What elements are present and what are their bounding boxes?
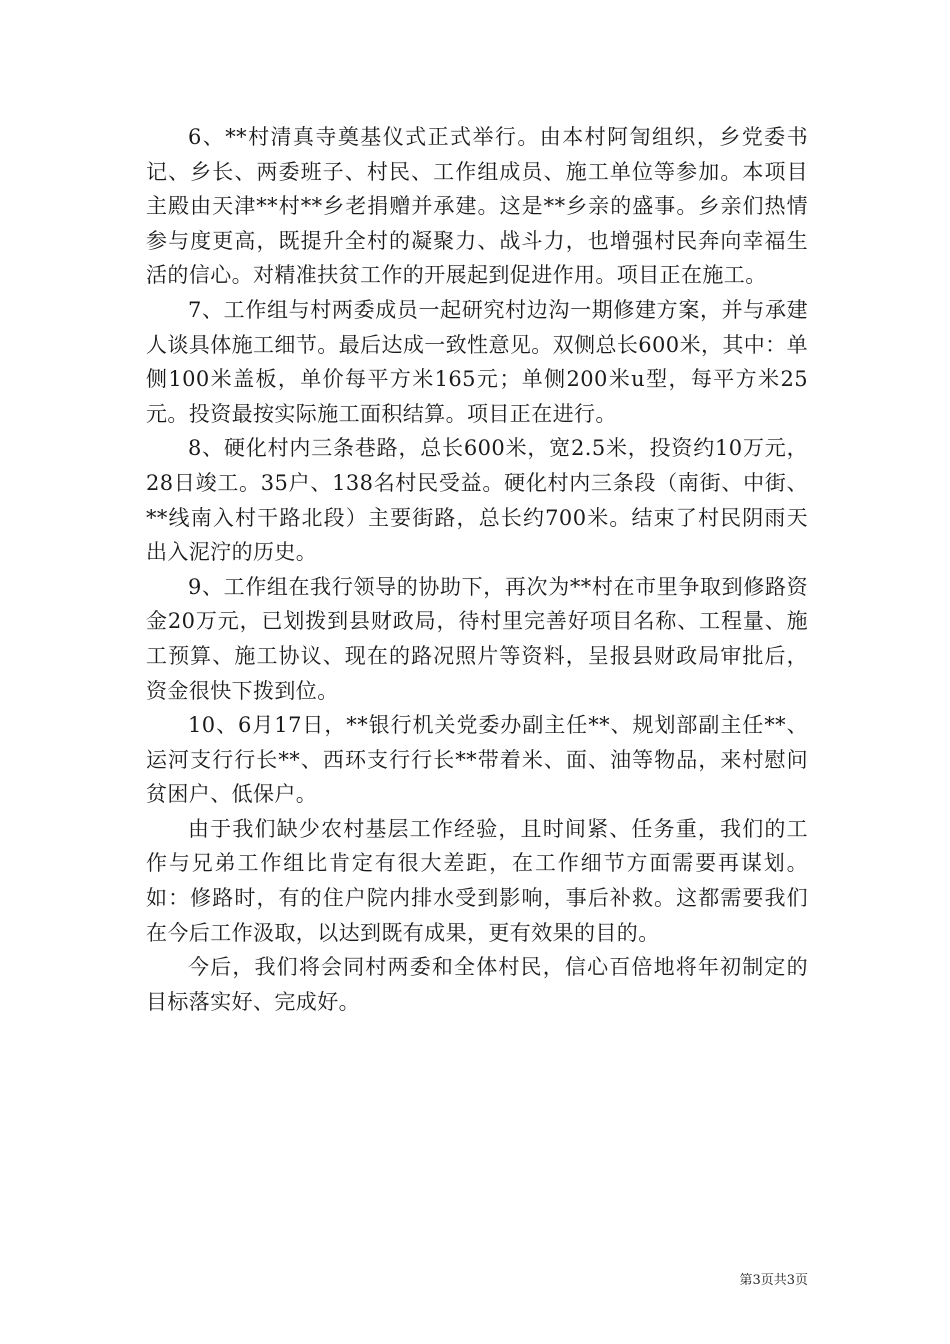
page-number-footer: 第3页共3页 (739, 1273, 808, 1288)
paragraph-conclusion: 今后，我们将会同村两委和全体村民，信心百倍地将年初制定的目标落实好、完成好。 (146, 955, 808, 1014)
document-body (146, 120, 808, 1019)
paragraph-item-7: 7、工作组与村两委成员一起研究村边沟一期修建方案，并与承建人谈具体施工细节。最后达成一致性意见。双侧总长600米，其中：单侧100米盖板，单价每平方米165元；单侧200米u型，每平方米25元。投资最按实际施工面积结算。项目正在进行。 (146, 297, 808, 426)
paragraph-item-6: 6、**村清真寺奠基仪式正式举行。由本村阿訇组织，乡党委书记、乡长、两委班子、村民、工作组成员、施工单位等参加。本项目主殿由天津**村**乡老捐赠并承建。这是**乡亲的盛事。乡亲们热情参与度更高，既提升全村的凝聚力、战斗力，也增强村民奔向幸福生活的信心。对精准扶贫工作的开展起到促进作用。项目正在施工。 (146, 125, 808, 288)
paragraph-shortcomings: 由于我们缺少农村基层工作经验，且时间紧、任务重，我们的工作与兄弟工作组比肯定有很大差距，在工作细节方面需要再谋划。如：修路时，有的住户院内排水受到影响，事后补救。这都需要我们在今后工作汲取，以达到既有成果，更有效果的目的。 (146, 816, 808, 945)
paragraph-item-10: 10、6月17日，**银行机关党委办副主任**、规划部副主任**、运河支行行长**、西环支行行长**带着米、面、油等物品，来村慰问贫困户、低保户。 (146, 713, 808, 807)
paragraph-item-9: 9、工作组在我行领导的协助下，再次为**村在市里争取到修路资金20万元，已划拨到县财政局，待村里完善好项目名称、工程量、施工预算、施工协议、现在的路况照片等资料，呈报县财政局审批后，资金很快下拨到位。 (146, 574, 808, 703)
paragraph-item-8: 8、硬化村内三条巷路，总长600米，宽2.5米，投资约10万元，28日竣工。35户、138名村民受益。硬化村内三条段（南街、中街、**线南入村干路北段）主要街路，总长约700米。结束了村民阴雨天出入泥泞的历史。 (146, 436, 808, 565)
